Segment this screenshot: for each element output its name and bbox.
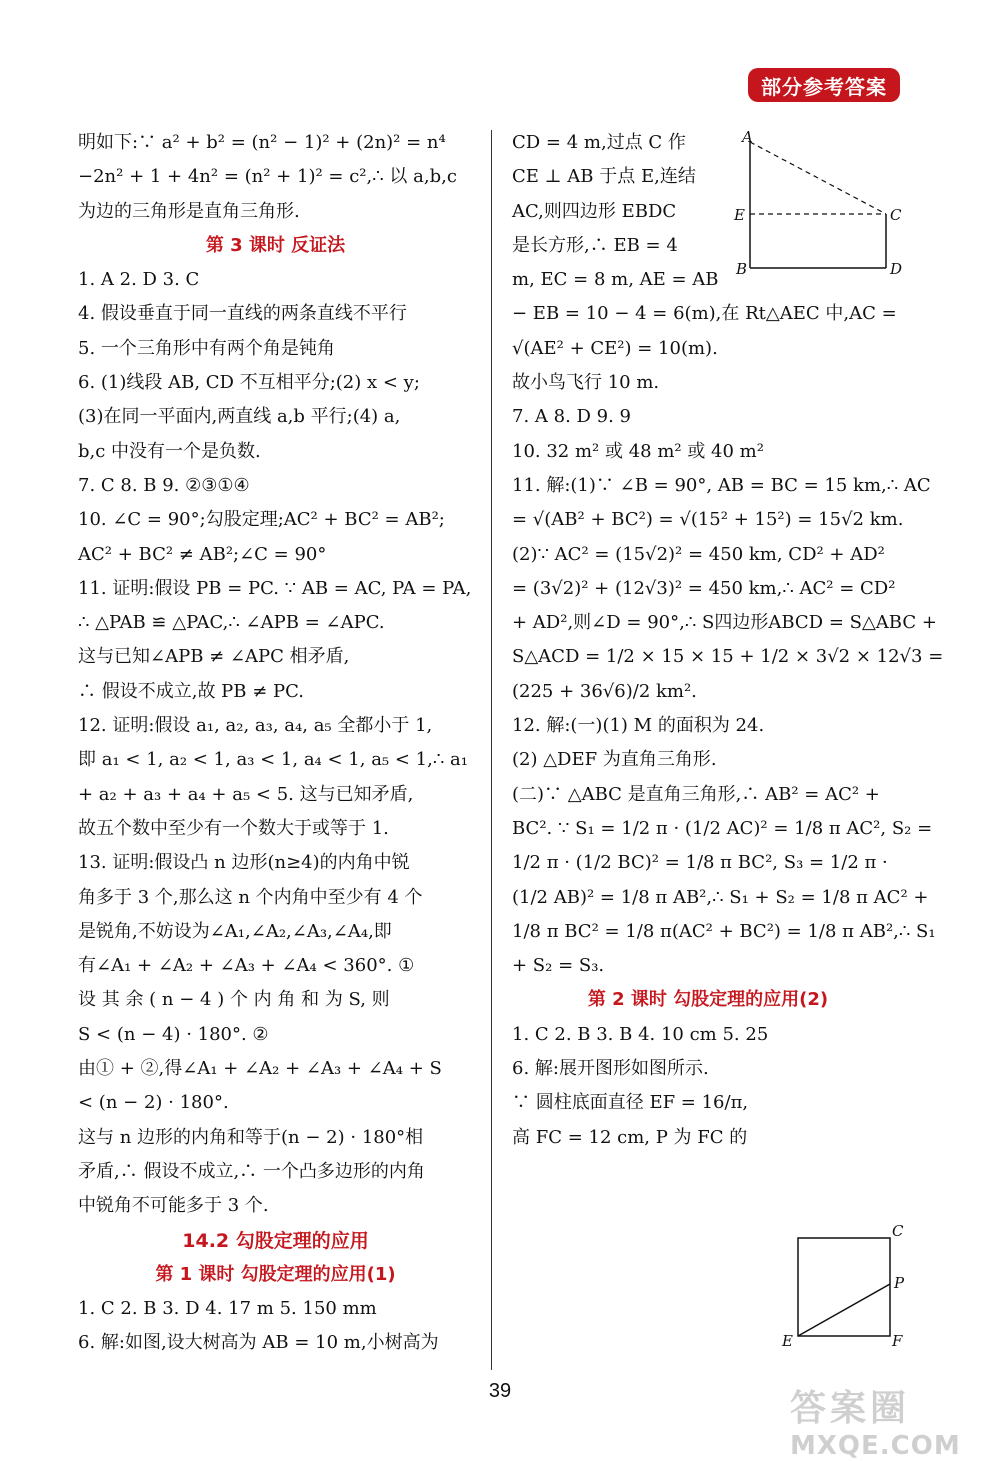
section-heading: 14.2 勾股定理的应用	[182, 1229, 369, 1252]
text-line: ∵ 圆柱底面直径 EF = 16/π,	[512, 1092, 749, 1114]
left-column	[78, 126, 473, 1361]
text-line: S < (n − 4) · 180°. ②	[78, 1023, 269, 1045]
text-line: 是长方形,∴ EB = 4	[512, 234, 678, 256]
text-line: 这与 n 边形的内角和等于(n − 2) · 180°相	[78, 1126, 424, 1148]
text-line: 13. 证明:假设凸 n 边形(n≥4)的内角中锐	[78, 852, 410, 874]
text-line: 即 a₁ < 1, a₂ < 1, a₃ < 1, a₄ < 1, a₅ < 1,∴ a₁	[78, 749, 468, 771]
text-line: 10. 32 m² 或 48 m² 或 40 m²	[512, 440, 764, 462]
text-line: 故小鸟飞行 10 m.	[512, 372, 660, 394]
text-line: 10. ∠C = 90°;勾股定理;AC² + BC² = AB²;	[78, 509, 445, 531]
text-line: 角多于 3 个,那么这 n 个内角中至少有 4 个	[78, 886, 423, 908]
text-line: 6. (1)线段 AB, CD 不互相平分;(2) x < y;	[78, 372, 420, 394]
text-line: 这与已知∠APB ≠ ∠APC 相矛盾,	[78, 646, 350, 668]
text-line: −2n² + 1 + 4n² = (n² + 1)² = c²,∴ 以 a,b,c	[78, 166, 457, 188]
text-line: 11. 证明:假设 PB = PC. ∵ AB = AC, PA = PA,	[78, 577, 472, 599]
answer-section-badge: 部分参考答案	[748, 68, 900, 102]
text-line: 明如下:∵ a² + b² = (n² − 1)² + (2n)² = n⁴	[78, 132, 446, 153]
text-line: (2) △DEF 为直角三角形.	[512, 749, 717, 771]
text-line: − EB = 10 − 4 = 6(m),在 Rt△AEC 中,AC =	[512, 303, 897, 325]
text-line: (1/2 AB)² = 1/8 π AB²,∴ S₁ + S₂ = 1/8 π AC² +	[512, 886, 929, 908]
text-line: 1. C 2. B 3. D 4. 17 m 5. 150 mm	[78, 1298, 377, 1320]
text-line: CE ⊥ AB 于点 E,连结	[512, 166, 696, 188]
cylinder-figure	[778, 1220, 908, 1350]
text-line: √(AE² + CE²) = 10(m).	[512, 337, 718, 359]
text-line: (3)在同一平面内,两直线 a,b 平行;(4) a,	[78, 406, 401, 428]
text-line: (225 + 36√6)/2 km².	[512, 680, 697, 702]
text-line: 4. 假设垂直于同一直线的两条直线不平行	[78, 303, 407, 325]
text-line: 7. C 8. B 9. ②③①④	[78, 474, 250, 496]
watermark-logo	[790, 1380, 990, 1461]
text-line: 设 其 余 ( n − 4 ) 个 内 角 和 为 S, 则	[78, 989, 390, 1011]
label-e: E	[734, 206, 745, 224]
text-line: 故五个数中至少有一个数大于或等于 1.	[78, 817, 389, 839]
text-line: ∴ △PAB ≌ △PAC,∴ ∠APB = ∠APC.	[78, 612, 385, 634]
text-line: AC,则四边形 EBDC	[512, 200, 677, 222]
text-line: BC². ∵ S₁ = 1/2 π · (1/2 AC)² = 1/8 π AC², S₂ =	[512, 817, 933, 839]
text-line: 1/8 π BC² = 1/8 π(AC² + BC²) = 1/8 π AB²,∴ S₁	[512, 920, 936, 942]
text-line: 由① + ②,得∠A₁ + ∠A₂ + ∠A₃ + ∠A₄ + S	[78, 1058, 442, 1080]
text-line: < (n − 2) · 180°.	[78, 1092, 229, 1114]
text-line: 6. 解:展开图形如图所示.	[512, 1058, 709, 1080]
text-line: 为边的三角形是直角三角形.	[78, 200, 300, 222]
text-line: = (3√2)² + (12√3)² = 450 km,∴ AC² = CD²	[512, 577, 896, 599]
text-line: 11. 解:(1)∵ ∠B = 90°, AB = BC = 15 km,∴ AC	[512, 474, 931, 496]
text-line: 中锐角不可能多于 3 个.	[78, 1195, 269, 1217]
text-line: 有∠A₁ + ∠A₂ + ∠A₃ + ∠A₄ < 360°. ①	[78, 955, 415, 977]
section-heading: 第 3 课时 反证法	[205, 234, 346, 256]
watermark-line2: MXQE.COM	[790, 1431, 961, 1461]
text-line: = √(AB² + BC²) = √(15² + 15²) = 15√2 km.	[512, 509, 904, 531]
text-line: 5. 一个三角形中有两个角是钝角	[78, 337, 335, 359]
text-line: 12. 解:(一)(1) M 的面积为 24.	[512, 715, 765, 737]
label-d: D	[890, 260, 903, 278]
section-heading: 第 2 课时 勾股定理的应用(2)	[587, 989, 829, 1011]
text-line: 7. A 8. D 9. 9	[512, 406, 632, 428]
text-line: + a₂ + a₃ + a₄ + a₅ < 5. 这与已知矛盾,	[78, 783, 414, 805]
segment-ep	[798, 1284, 890, 1336]
tree-figure	[728, 128, 908, 278]
text-line: b,c 中没有一个是负数.	[78, 440, 261, 462]
section-heading: 第 1 课时 勾股定理的应用(1)	[155, 1263, 396, 1285]
text-line: (二)∵ △ABC 是直角三角形,∴ AB² = AC² +	[512, 783, 880, 805]
text-line: ∴ 假设不成立,故 PB ≠ PC.	[78, 680, 304, 702]
text-line: 1/2 π · (1/2 BC)² = 1/8 π BC², S₃ = 1/2 π ·	[512, 852, 888, 874]
column-divider	[491, 130, 492, 1370]
page-number: 39	[488, 1380, 512, 1402]
label-b: B	[736, 260, 748, 278]
segment-ac	[750, 142, 886, 214]
text-line: 高 FC = 12 cm, P 为 FC 的	[512, 1126, 748, 1148]
text-line: CD = 4 m,过点 C 作	[512, 132, 686, 153]
label-c2: C	[892, 1222, 904, 1240]
text-line: 矛盾,∴ 假设不成立,∴ 一个凸多边形的内角	[78, 1160, 425, 1182]
label-c: C	[890, 206, 902, 224]
text-line: + AD²,则∠D = 90°,∴ S四边形ABCD = S△ABC +	[512, 612, 937, 634]
text-line: (2)∵ AC² = (15√2)² = 450 km, CD² + AD²	[512, 543, 885, 565]
label-a: A	[742, 128, 753, 146]
label-f: F	[892, 1332, 903, 1350]
label-p: P	[894, 1274, 905, 1292]
text-line: 12. 证明:假设 a₁, a₂, a₃, a₄, a₅ 全都小于 1,	[78, 715, 433, 737]
text-line: m, EC = 8 m, AE = AB	[512, 269, 719, 291]
text-line: 1. C 2. B 3. B 4. 10 cm 5. 25	[512, 1023, 769, 1045]
text-line: AC² + BC² ≠ AB²;∠C = 90°	[78, 543, 327, 565]
text-line: + S₂ = S₃.	[512, 955, 605, 977]
watermark-line1: 答案圈	[790, 1388, 911, 1429]
text-line: S△ACD = 1/2 × 15 × 15 + 1/2 × 3√2 × 12√3 =	[512, 646, 944, 668]
right-column	[512, 126, 944, 1155]
unfolded-rect	[798, 1238, 890, 1336]
text-line: 6. 解:如图,设大树高为 AB = 10 m,小树高为	[78, 1332, 439, 1354]
label-e2: E	[782, 1332, 793, 1350]
text-line: 是锐角,不妨设为∠A₁,∠A₂,∠A₃,∠A₄,即	[78, 920, 392, 942]
text-line: 1. A 2. D 3. C	[78, 269, 200, 291]
